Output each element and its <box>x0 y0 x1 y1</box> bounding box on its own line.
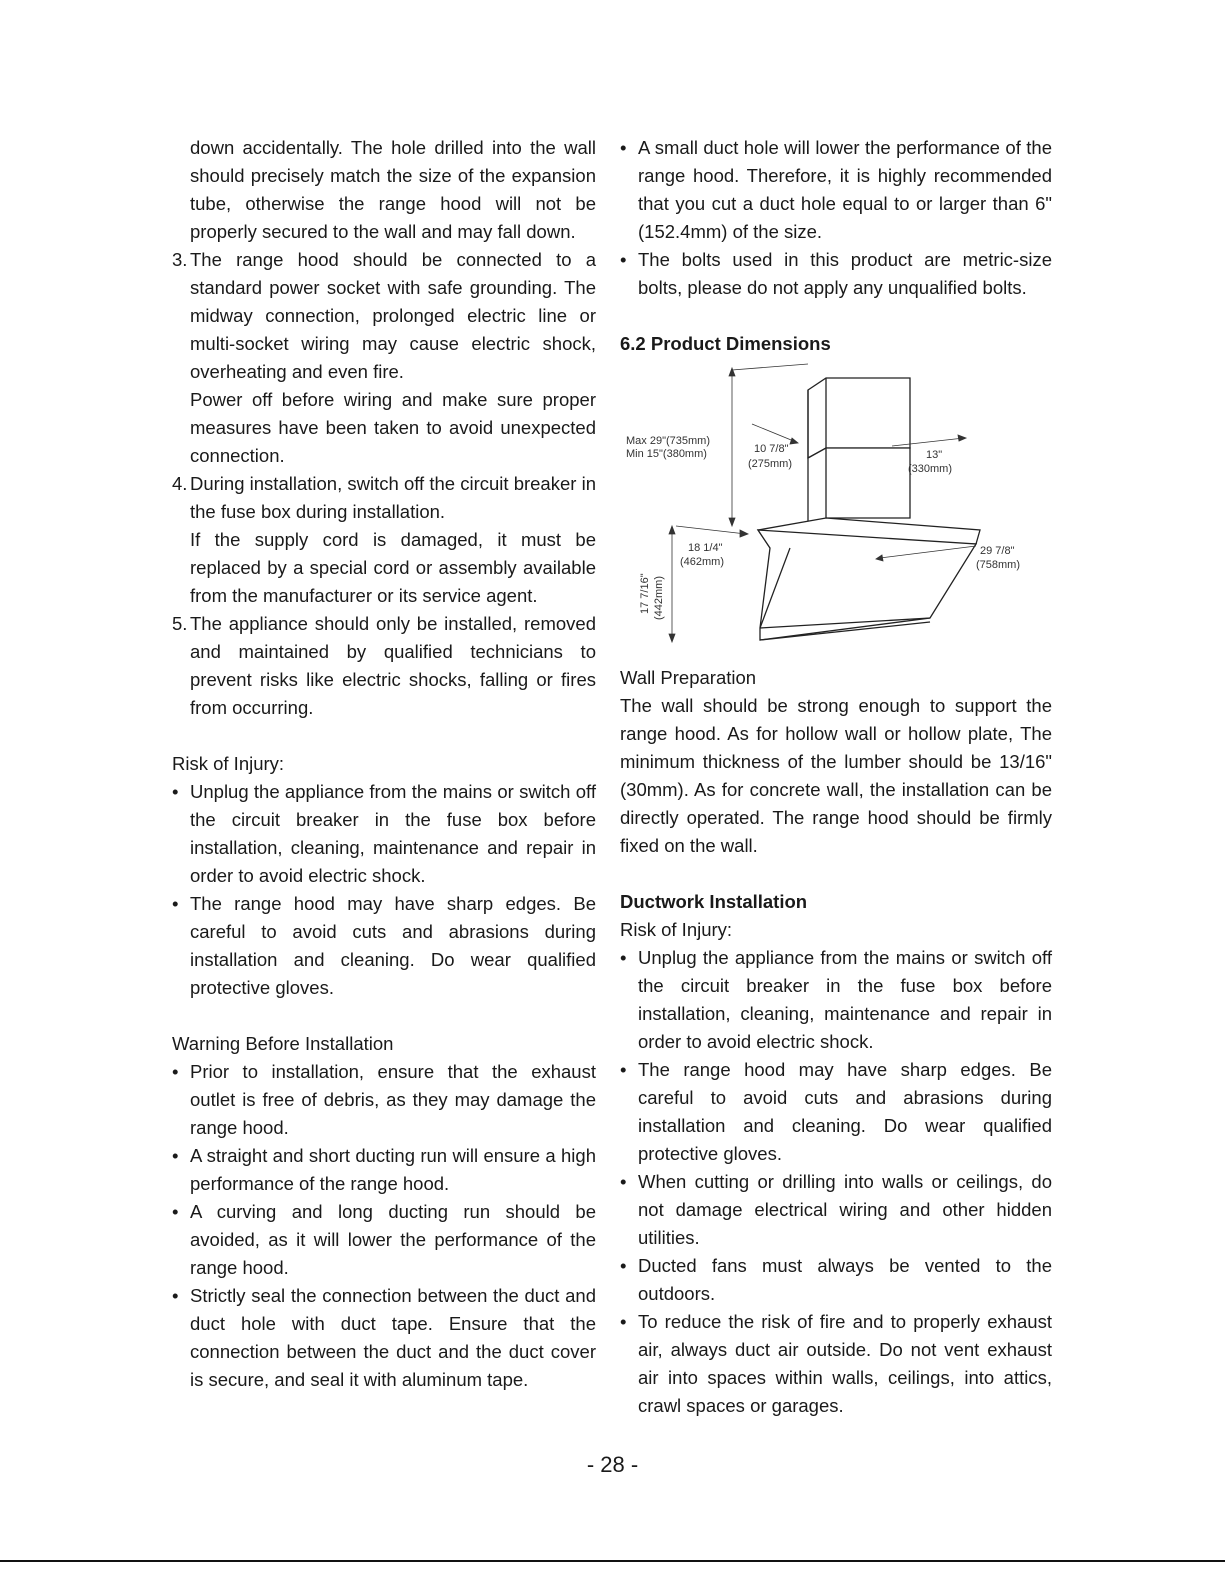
bullet-text: To reduce the risk of fire and to properly exhaust air, always duct air outside. Do not vent exhaust air into spaces within walls, ceilings, into attics, crawl spaces or garages. <box>638 1311 1052 1416</box>
right-column <box>620 134 1052 1420</box>
bullet-text: Unplug the appliance from the mains or switch off the circuit breaker in the fuse box before installation, cleaning, maintenance and repair in order to avoid electric shock. <box>190 781 596 886</box>
chimney-width-in: 13" <box>926 449 943 461</box>
bullet-item <box>620 944 1052 1056</box>
bullet-glyph: • <box>620 1255 627 1276</box>
item-text: The range hood should be connected to a standard power socket with safe grounding. The midway connection, prolonged electric line or multi-socket wiring may cause electric shock, overheating and even fire. <box>190 249 596 382</box>
hood-width-mm: (758mm) <box>976 559 1021 571</box>
bullet-text: Ducted fans must always be vented to the outdoors. <box>638 1255 1052 1304</box>
item-text: During installation, switch off the circuit breaker in the fuse box during installation. <box>190 473 596 522</box>
bullet-text: The range hood may have sharp edges. Be careful to avoid cuts and abrasions during installation and cleaning. Do wear qualified protective gloves. <box>638 1059 1052 1164</box>
bullet-text: Strictly seal the connection between the duct and duct hole with duct tape. Ensure that the connection between the duct and the duct cover is secure, and seal it with aluminum tape. <box>190 1285 596 1390</box>
bullet-item <box>172 1282 596 1394</box>
bullet-glyph: • <box>620 1171 627 1192</box>
bullet-item <box>172 1058 596 1142</box>
item-number: 4. <box>172 473 188 494</box>
bullet-glyph: • <box>172 1285 179 1306</box>
max-height-label: Max 29"(735mm) <box>626 435 710 447</box>
warning-heading: Warning Before Installation <box>172 1033 394 1054</box>
product-dimensions-heading: 6.2 Product Dimensions <box>620 333 831 354</box>
bullet-glyph: • <box>620 137 627 158</box>
numbered-item-4 <box>172 470 596 610</box>
bullet-text: Prior to installation, ensure that the exhaust outlet is free of debris, as they may damage the range hood. <box>190 1061 596 1138</box>
item-number: 3. <box>172 249 188 270</box>
hood-height-mm: (442mm) <box>653 575 665 620</box>
bullet-glyph: • <box>172 1145 179 1166</box>
bullet-item <box>172 778 596 890</box>
page-number: - 28 - <box>586 1452 639 1477</box>
bullet-glyph: • <box>620 947 627 968</box>
min-height-label: Min 15"(380mm) <box>626 448 707 460</box>
risk-of-injury-heading: Risk of Injury: <box>172 753 285 774</box>
bullet-glyph: • <box>172 1201 179 1222</box>
duct-risk-heading: Risk of Injury: <box>620 919 733 940</box>
item-number: 5. <box>172 613 188 634</box>
bullet-glyph: • <box>172 893 179 914</box>
bullet-item <box>172 890 596 1002</box>
bullet-text: The range hood may have sharp edges. Be careful to avoid cuts and abrasions during installation and cleaning. Do wear qualified protective gloves. <box>190 893 596 998</box>
bullet-item <box>620 1056 1052 1168</box>
bullet-text: A straight and short ducting run will ensure a high performance of the range hood. <box>190 1145 596 1194</box>
bullet-item <box>172 1198 596 1282</box>
hood-height-in: 17 7/16" <box>639 573 651 614</box>
chimney-width-mm: (330mm) <box>908 463 953 475</box>
bullet-item <box>620 1168 1052 1252</box>
wall-preparation-heading: Wall Preparation <box>620 667 757 688</box>
bullet-text: Unplug the appliance from the mains or switch off the circuit breaker in the fuse box before installation, cleaning, maintenance and repair in order to avoid electric shock. <box>638 947 1052 1052</box>
bullet-item <box>172 1142 596 1198</box>
bullet-item <box>620 1252 1052 1308</box>
hood-depth-mm: (462mm) <box>680 556 725 568</box>
bullet-item <box>620 1308 1052 1420</box>
bullet-text: The bolts used in this product are metric-size bolts, please do not apply any unqualified bolts. <box>638 249 1052 298</box>
chimney-depth-mm: (275mm) <box>748 458 793 470</box>
hood-depth-in: 18 1/4" <box>688 542 723 554</box>
numbered-item-3 <box>172 246 596 470</box>
bottom-rule <box>0 1560 1225 1562</box>
bullet-item <box>620 246 1052 302</box>
bullet-text: A small duct hole will lower the performance of the range hood. Therefore, it is highly recommended that you cut a duct hole equal to or larger than 6"(152.4mm) of the size. <box>638 137 1052 242</box>
bullet-item <box>620 134 1052 246</box>
numbered-item-5 <box>172 610 596 722</box>
wall-preparation-text: The wall should be strong enough to support the range hood. As for hollow wall or hollow plate, The minimum thickness of the lumber should be 13/16" (30mm). As for concrete wall, the installation can be directly operated. The range hood should be firmly fixed on the wall. <box>620 695 1052 856</box>
item-text-2: If the supply cord is damaged, it must be replaced by a special cord or assembly available from the manufacturer or its service agent. <box>190 529 596 606</box>
range-hood-drawing <box>620 358 1052 658</box>
bullet-text: A curving and long ducting run should be avoided, as it will lower the performance of the range hood. <box>190 1201 596 1278</box>
ductwork-heading: Ductwork Installation <box>620 891 808 912</box>
bullet-glyph: • <box>172 1061 179 1082</box>
dimension-diagram <box>620 358 1052 658</box>
bullet-glyph: • <box>172 781 179 802</box>
hood-width-in: 29 7/8" <box>980 545 1015 557</box>
bullet-text: When cutting or drilling into walls or ceilings, do not damage electrical wiring and other hidden utilities. <box>638 1171 1052 1248</box>
item-text: The appliance should only be installed, removed and maintained by qualified technicians to prevent risks like electric shocks, falling or fires from occurring. <box>190 613 596 718</box>
left-column <box>172 134 596 1394</box>
bullet-glyph: • <box>620 1311 627 1332</box>
item-text-2: Power off before wiring and make sure proper measures have been taken to avoid unexpected connection. <box>190 389 596 466</box>
bullet-glyph: • <box>620 1059 627 1080</box>
bullet-glyph: • <box>620 249 627 270</box>
chimney-depth-in: 10 7/8" <box>754 443 789 455</box>
paragraph-continued: down accidentally. The hole drilled into the wall should precisely match the size of the expansion tube, otherwise the range hood will not be properly secured to the wall and may fall down. <box>190 137 596 242</box>
